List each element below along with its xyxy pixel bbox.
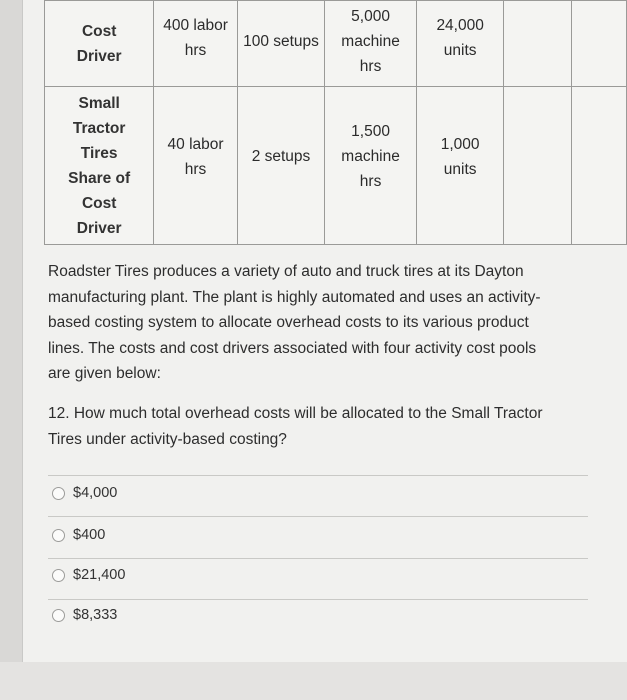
answer-option-21400[interactable]: $21,400 <box>52 564 125 586</box>
radio-button-icon[interactable] <box>52 609 65 622</box>
option-divider <box>48 558 588 559</box>
cell-setups: 2 setups <box>237 87 325 245</box>
cell-empty <box>571 87 626 245</box>
option-divider <box>48 599 588 600</box>
option-divider <box>48 516 588 517</box>
question-text: 12. How much total overhead costs will be allocated to the Small Tractor Tires under activity-based costing? <box>48 405 543 448</box>
cell-labor-hours: 40 labor hrs <box>154 87 237 245</box>
cell-empty <box>571 1 626 87</box>
radio-button-icon[interactable] <box>52 487 65 500</box>
table-row-small-tractor-share <box>45 87 627 245</box>
answer-option-8333[interactable]: $8,333 <box>52 604 117 626</box>
radio-button-icon[interactable] <box>52 529 65 542</box>
answer-option-4000[interactable]: $4,000 <box>52 482 117 504</box>
cell-labor-hours: 400 labor hrs <box>154 1 237 87</box>
cell-empty <box>504 87 571 245</box>
cell-setups: 100 setups <box>237 1 325 87</box>
cell-machine-hours: 1,500 machine hrs <box>325 87 417 245</box>
page-bottom-band <box>0 662 627 700</box>
intro-paragraph: Roadster Tires produces a variety of auto and truck tires at its Dayton manufacturing plant. The plant is highly automated and uses an activity- based costing system to allocate overhead costs to its various product lines. The costs and cost drivers associated with four activity cost pools are given below: <box>48 263 541 382</box>
cost-driver-table <box>44 0 627 245</box>
answer-option-400[interactable]: $400 <box>52 524 105 546</box>
row-header-small-tractor-share: Small Tractor Tires Share of Cost Driver <box>45 87 154 245</box>
cell-units: 1,000 units <box>416 87 504 245</box>
table-row-cost-driver <box>45 1 627 87</box>
row-header-cost-driver: Cost Driver <box>45 1 154 87</box>
option-divider <box>48 475 588 476</box>
cell-units: 24,000 units <box>416 1 504 87</box>
cell-machine-hours: 5,000 machine hrs <box>325 1 417 87</box>
cell-empty <box>504 1 571 87</box>
radio-button-icon[interactable] <box>52 569 65 582</box>
